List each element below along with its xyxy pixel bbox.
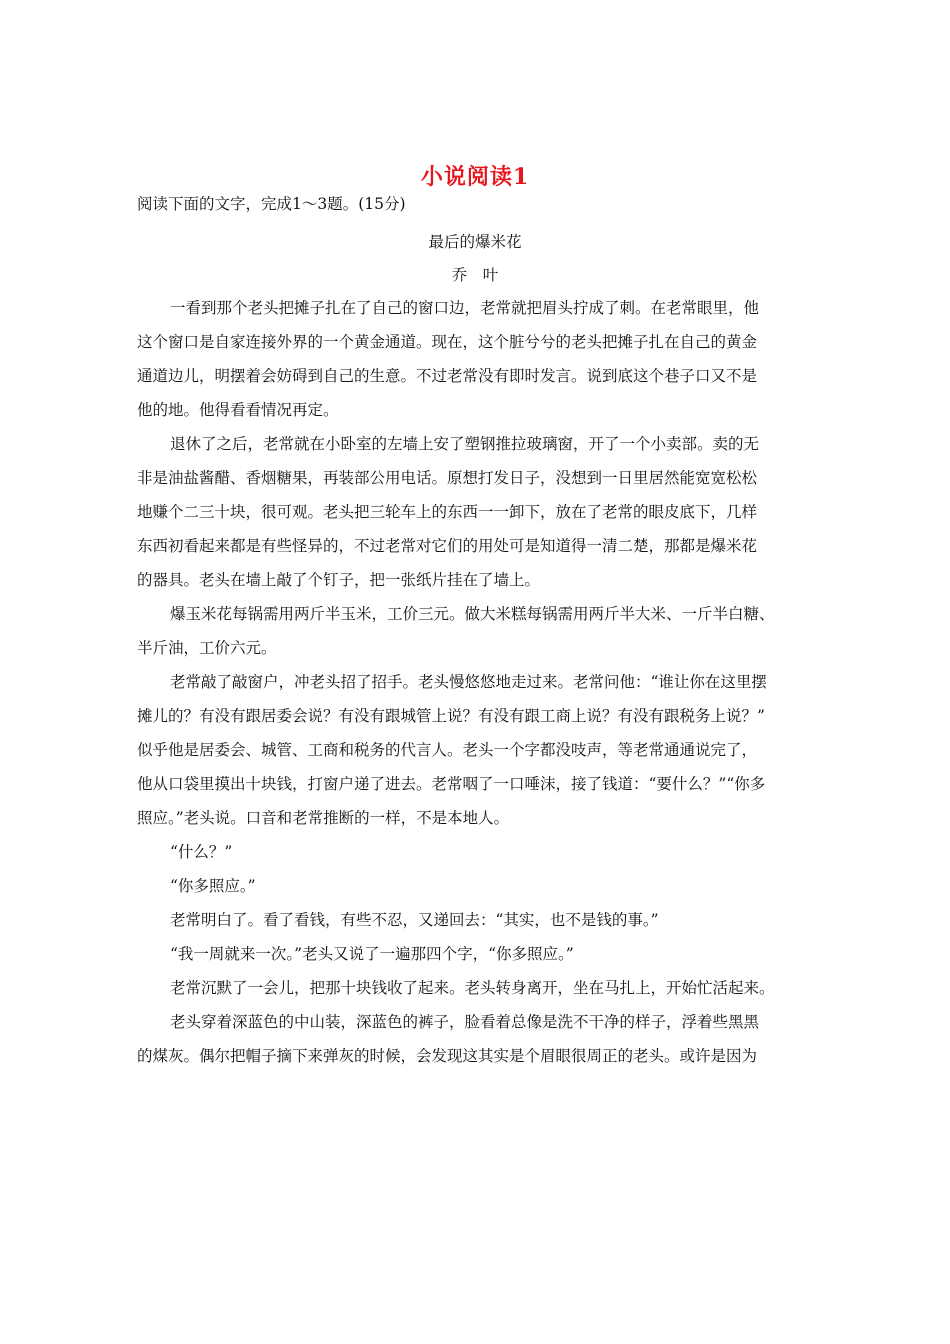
text-line: 摊儿的？有没有跟居委会说？有没有跟城管上说？有没有跟工商上说？有没有跟税务上说？” bbox=[137, 707, 765, 725]
text-line: 老常明白了。看了看钱，有些不忍，又递回去：“其实，也不是钱的事。” bbox=[170, 911, 659, 929]
text-line: “你多照应。” bbox=[170, 877, 256, 895]
text-line: 的器具。老头在墙上敲了个钉子，把一张纸片挂在了墙上。 bbox=[137, 571, 541, 589]
text-line: 半斤油，工价六元。 bbox=[137, 639, 277, 657]
text-line: 他从口袋里摸出十块钱，打窗户递了进去。老常咽了一口唾沫，接了钱道：“要什么？”“你多 bbox=[137, 775, 766, 793]
text-line: 老头穿着深蓝色的中山装，深蓝色的裤子，脸看着总像是洗不干净的样子，浮着些黑黑 bbox=[170, 1013, 760, 1031]
text-line: 照应。”老头说。口音和老常推断的一样，不是本地人。 bbox=[137, 809, 510, 827]
text-line: “什么？” bbox=[170, 843, 233, 861]
text-line: 他的地。他得看看情况再定。 bbox=[137, 401, 339, 419]
text-line: 似乎他是居委会、城管、工商和税务的代言人。老头一个字都没吱声，等老常通通说完了， bbox=[137, 741, 758, 759]
text-line: 东西初看起来都是有些怪异的，不过老常对它们的用处可是知道得一清二楚，那都是爆米花 bbox=[137, 537, 758, 555]
story-title: 最后的爆米花 bbox=[428, 233, 522, 251]
text-line: 地赚个二三十块，很可观。老头把三轮车上的东西一一卸下，放在了老常的眼皮底下，几样 bbox=[137, 503, 758, 521]
document-title: 小说阅读1 bbox=[420, 164, 530, 190]
text-line: 老常敲了敲窗户，冲老头招了招手。老头慢悠悠地走过来。老常问他：“谁让你在这里摆 bbox=[170, 673, 767, 691]
text-line: 非是油盐酱醋、香烟糖果，再装部公用电话。原想打发日子，没想到一日里居然能宽宽松松 bbox=[137, 469, 758, 487]
text-line: 一看到那个老头把摊子扎在了自己的窗口边，老常就把眉头拧成了刺。在老常眼里，他 bbox=[170, 299, 760, 317]
text-line: 的煤灰。偶尔把帽子摘下来弹灰的时候，会发现这其实是个眉眼很周正的老头。或许是因为 bbox=[137, 1047, 758, 1065]
text-line: 退休了之后，老常就在小卧室的左墙上安了塑钢推拉玻璃窗，开了一个小卖部。卖的无 bbox=[170, 435, 760, 453]
text-line: 老常沉默了一会儿，把那十块钱收了起来。老头转身离开，坐在马扎上，开始忙活起来。 bbox=[170, 979, 775, 997]
reading-instruction: 阅读下面的文字，完成1～3题。(15分) bbox=[137, 195, 406, 213]
text-line: 爆玉米花每锅需用两斤半玉米，工价三元。做大米糕每锅需用两斤半大米、一斤半白糖、 bbox=[170, 605, 775, 623]
text-line: 这个窗口是自家连接外界的一个黄金通道。现在，这个脏兮兮的老头把摊子扎在自己的黄金 bbox=[137, 333, 758, 351]
text-line: “我一周就来一次。”老头又说了一遍那四个字，“你多照应。” bbox=[170, 945, 574, 963]
story-author: 乔 叶 bbox=[451, 266, 499, 284]
text-line: 通道边儿，明摆着会妨碍到自己的生意。不过老常没有即时发言。说到底这个巷子口又不是 bbox=[137, 367, 758, 385]
